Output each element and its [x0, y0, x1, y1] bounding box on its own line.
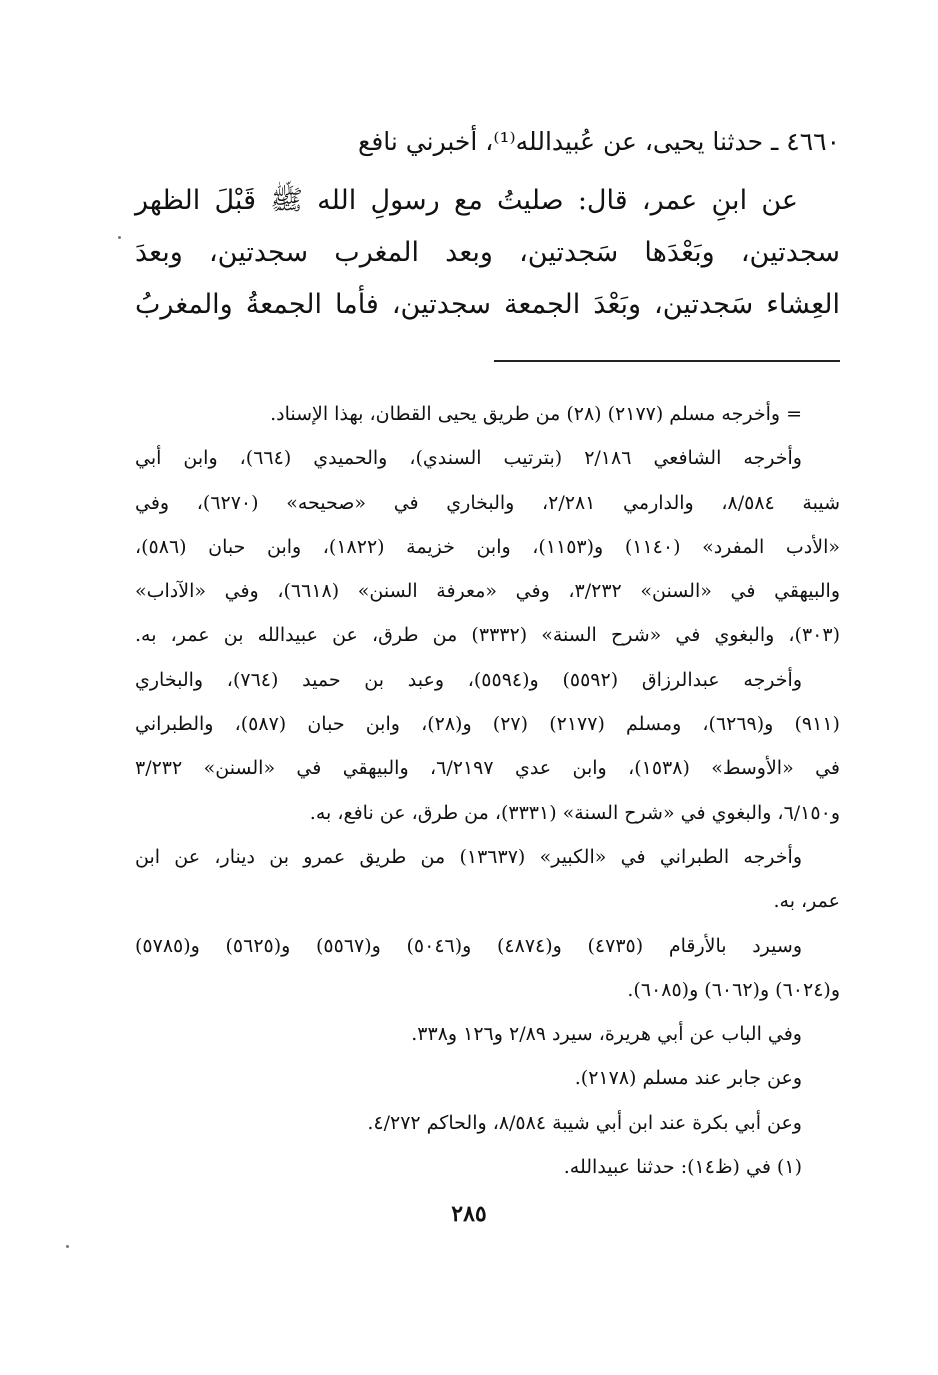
footnote-line: وأخرجه الشافعي ٢/١٨٦ (بترتيب السندي)، والحميدي (٦٦٤)، وابن أبي [135, 447, 802, 470]
footnote-line: في «الأوسط» (١٥٣٨)، وابن عدي ٦/٢١٩٧، والبيهقي في «السنن» ٣/٢٣٢ [135, 757, 840, 780]
scan-speck [118, 236, 121, 239]
hadith-line: العِشاء سَجدتين، وبَعْدَ الجمعة سجدتين، فأما الجمعةُ والمغربُ [135, 289, 840, 320]
footnote-line: (٩١١) و(٦٢٦٩)، ومسلم (٢١٧٧) (٢٧) و(٢٨)، وابن حبان (٥٨٧)، والطبراني [135, 713, 840, 736]
hadith-text [135, 175, 840, 331]
footnote-line: وسيرد بالأرقام (٤٧٣٥) و(٤٨٧٤) و(٥٠٤٦) و(٥٥٦٧) و(٥٦٢٥) و(٥٧٨٥) [135, 934, 802, 957]
footnote-line: «الأدب المفرد» (١١٤٠) و(١١٥٣)، وابن خزيمة (١٨٢٢)، وابن حبان (٥٨٦)، [135, 535, 840, 558]
hadith-line: سجدتين، وبَعْدَها سَجدتين، وبعد المغرب سجدتين، وبعدَ [135, 237, 840, 268]
footnote-line: شيبة ٨/٥٨٤، والدارمي ٢/٢٨١، والبخاري في «صحيحه» (٦٢٧٠)، وفي [135, 491, 840, 514]
footnotes [135, 392, 840, 1189]
footnote-line: و٦/١٥٠، والبغوي في «شرح السنة» (٣٣٣١)، من طرق، عن نافع، به. [309, 801, 840, 824]
footnote-line: وعن جابر عند مسلم (٢١٧٨). [574, 1067, 802, 1090]
footnote-separator [494, 360, 840, 362]
footnote-line: وفي الباب عن أبي هريرة، سيرد ٢/٨٩ و١٢٦ و٣٣٨. [411, 1023, 802, 1046]
footnote-line: (١) في (ظ١٤): حدثنا عبيدالله. [563, 1156, 802, 1179]
hadith-heading: ٤٦٦٠ ـ حدثنا يحيى، عن عُبيدالله⁽¹⁾، أخبرني نافع [358, 127, 840, 156]
footnote-line: وأخرجه عبدالرزاق (٥٥٩٢) و(٥٥٩٤)، وعبد بن حميد (٧٦٤)، والبخاري [135, 668, 802, 691]
footnote-line: وأخرجه الطبراني في «الكبير» (١٣٦٣٧) من طريق عمرو بن دينار، عن ابن [135, 845, 802, 868]
footnote-line: وعن أبي بكرة عند ابن أبي شيبة ٨/٥٨٤، والحاكم ٤/٢٧٢. [367, 1111, 802, 1134]
footnote-line: = وأخرجه مسلم (٢١٧٧) (٢٨) من طريق يحيى القطان، بهذا الإسناد. [270, 403, 802, 425]
footnote-line: و(٦٠٢٤) و(٦٠٦٢) و(٦٠٨٥). [627, 978, 840, 1001]
page-number: ٢٨٥ [451, 1201, 487, 1227]
footnote-line: عمر، به. [773, 890, 840, 913]
hadith-line: عن ابنِ عمر، قال: صليتُ مع رسولِ الله ﷺ قَبْلَ الظهر [135, 185, 798, 216]
footnote-line: (٣٠٣)، والبغوي في «شرح السنة» (٣٣٣٢) من طرق، عن عبيدالله بن عمر، به. [135, 624, 841, 647]
scan-speck [66, 1245, 69, 1248]
footnote-line: والبيهقي في «السنن» ٣/٢٣٢، وفي «معرفة السنن» (٦٦١٨)، وفي «الآداب» [135, 580, 840, 603]
